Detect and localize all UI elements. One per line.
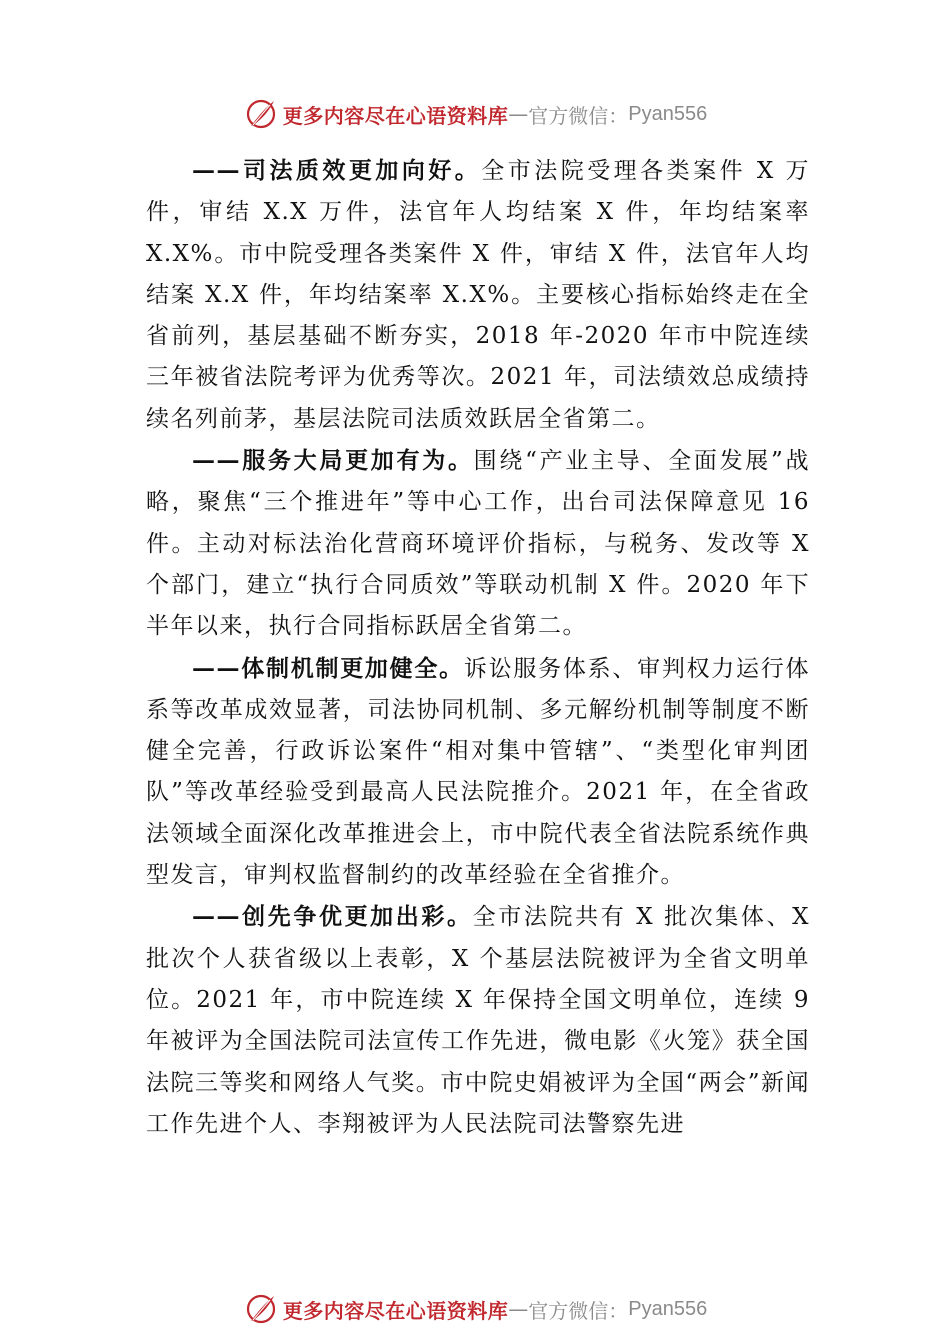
paragraph-text: 围绕“产业主导、全面发展”战略，聚焦“三个推进年”等中心工作，出台司法保障意见 16 件。主动对标法治化营商环境评价指标，与税务、发改等 X 个部门，建立“执行合同质效”等联动机制 X 件。2020 年下半年以来，执行合同指标跃居全省第二。 [146,448,810,640]
banner-account-id: Pyan556 [628,1297,708,1320]
banner-title: 更多内容尽在心语资料库 [282,103,509,128]
paragraph-lead: ——服务大局更加有为。 [192,447,474,475]
quill-seal-icon [243,96,279,132]
paragraph-text: 诉讼服务体系、审判权力运行体系等改革成效显著，司法协同机制、多元解纷机制等制度不断健全完善，行政诉讼案件“相对集中管辖”、“类型化审判团队”等改革经验受到最高人民法院推介。2021 年，在全省政法领域全面深化改革推进会上，市中院代表全省法院系统作典型发言，审判权监督制约的改革经验在全省推介。 [146,655,811,889]
header-watermark-banner [0,94,950,134]
banner-title: 更多内容尽在心语资料库 [282,1298,509,1323]
paragraph-text: 全市法院受理各类案件 X 万件，审结 X.X 万件，法官年人均结案 X 件，年均结案率 X.X%。市中院受理各类案件 X 件，审结 X 件，法官年人均结案 X.X 件，年均结案率 X.X%。主要核心指标始终走在全省前列，基层基础不断夯实，2018 年-2020 年市中院连续三年被省法院考评为优秀等次。2021 年，司法绩效总成绩持续名列前茅，基层法院司法质效跃居全省第二。 [146,158,811,432]
paragraph-serve-overall [146,440,810,647]
banner-account-id: Pyan556 [628,102,708,125]
document-body [146,150,810,1145]
banner-account-label: 官方微信： [528,1298,629,1323]
paragraph-excellence [146,896,810,1145]
paragraph-judicial-quality [146,150,810,440]
paragraph-text: 全市法院共有 X 批次集体、X 批次个人获省级以上表彰，X 个基层法院被评为全省文明单位。2021 年，市中院连续 X 年保持全国文明单位，连续 9 年被评为全国法院司法宣传工作先进，微电影《火笼》获全国法院三等奖和网络人气奖。市中院史娟被评为全国“两会”新闻工作先进个人、李翔被评为人民法院司法警察先进 [146,904,811,1137]
quill-seal-icon [243,1291,279,1327]
paragraph-lead: ——创先争优更加出彩。 [192,903,473,931]
banner-account-label: 官方微信： [528,103,629,128]
paragraph-lead: ——体制机制更加健全。 [192,654,464,682]
paragraph-lead: ——司法质效更加向好。 [192,157,482,184]
banner-dash: — [508,102,529,126]
paragraph-institutions [146,648,810,897]
footer-watermark-banner [0,1289,950,1329]
banner-dash: — [508,1297,529,1321]
